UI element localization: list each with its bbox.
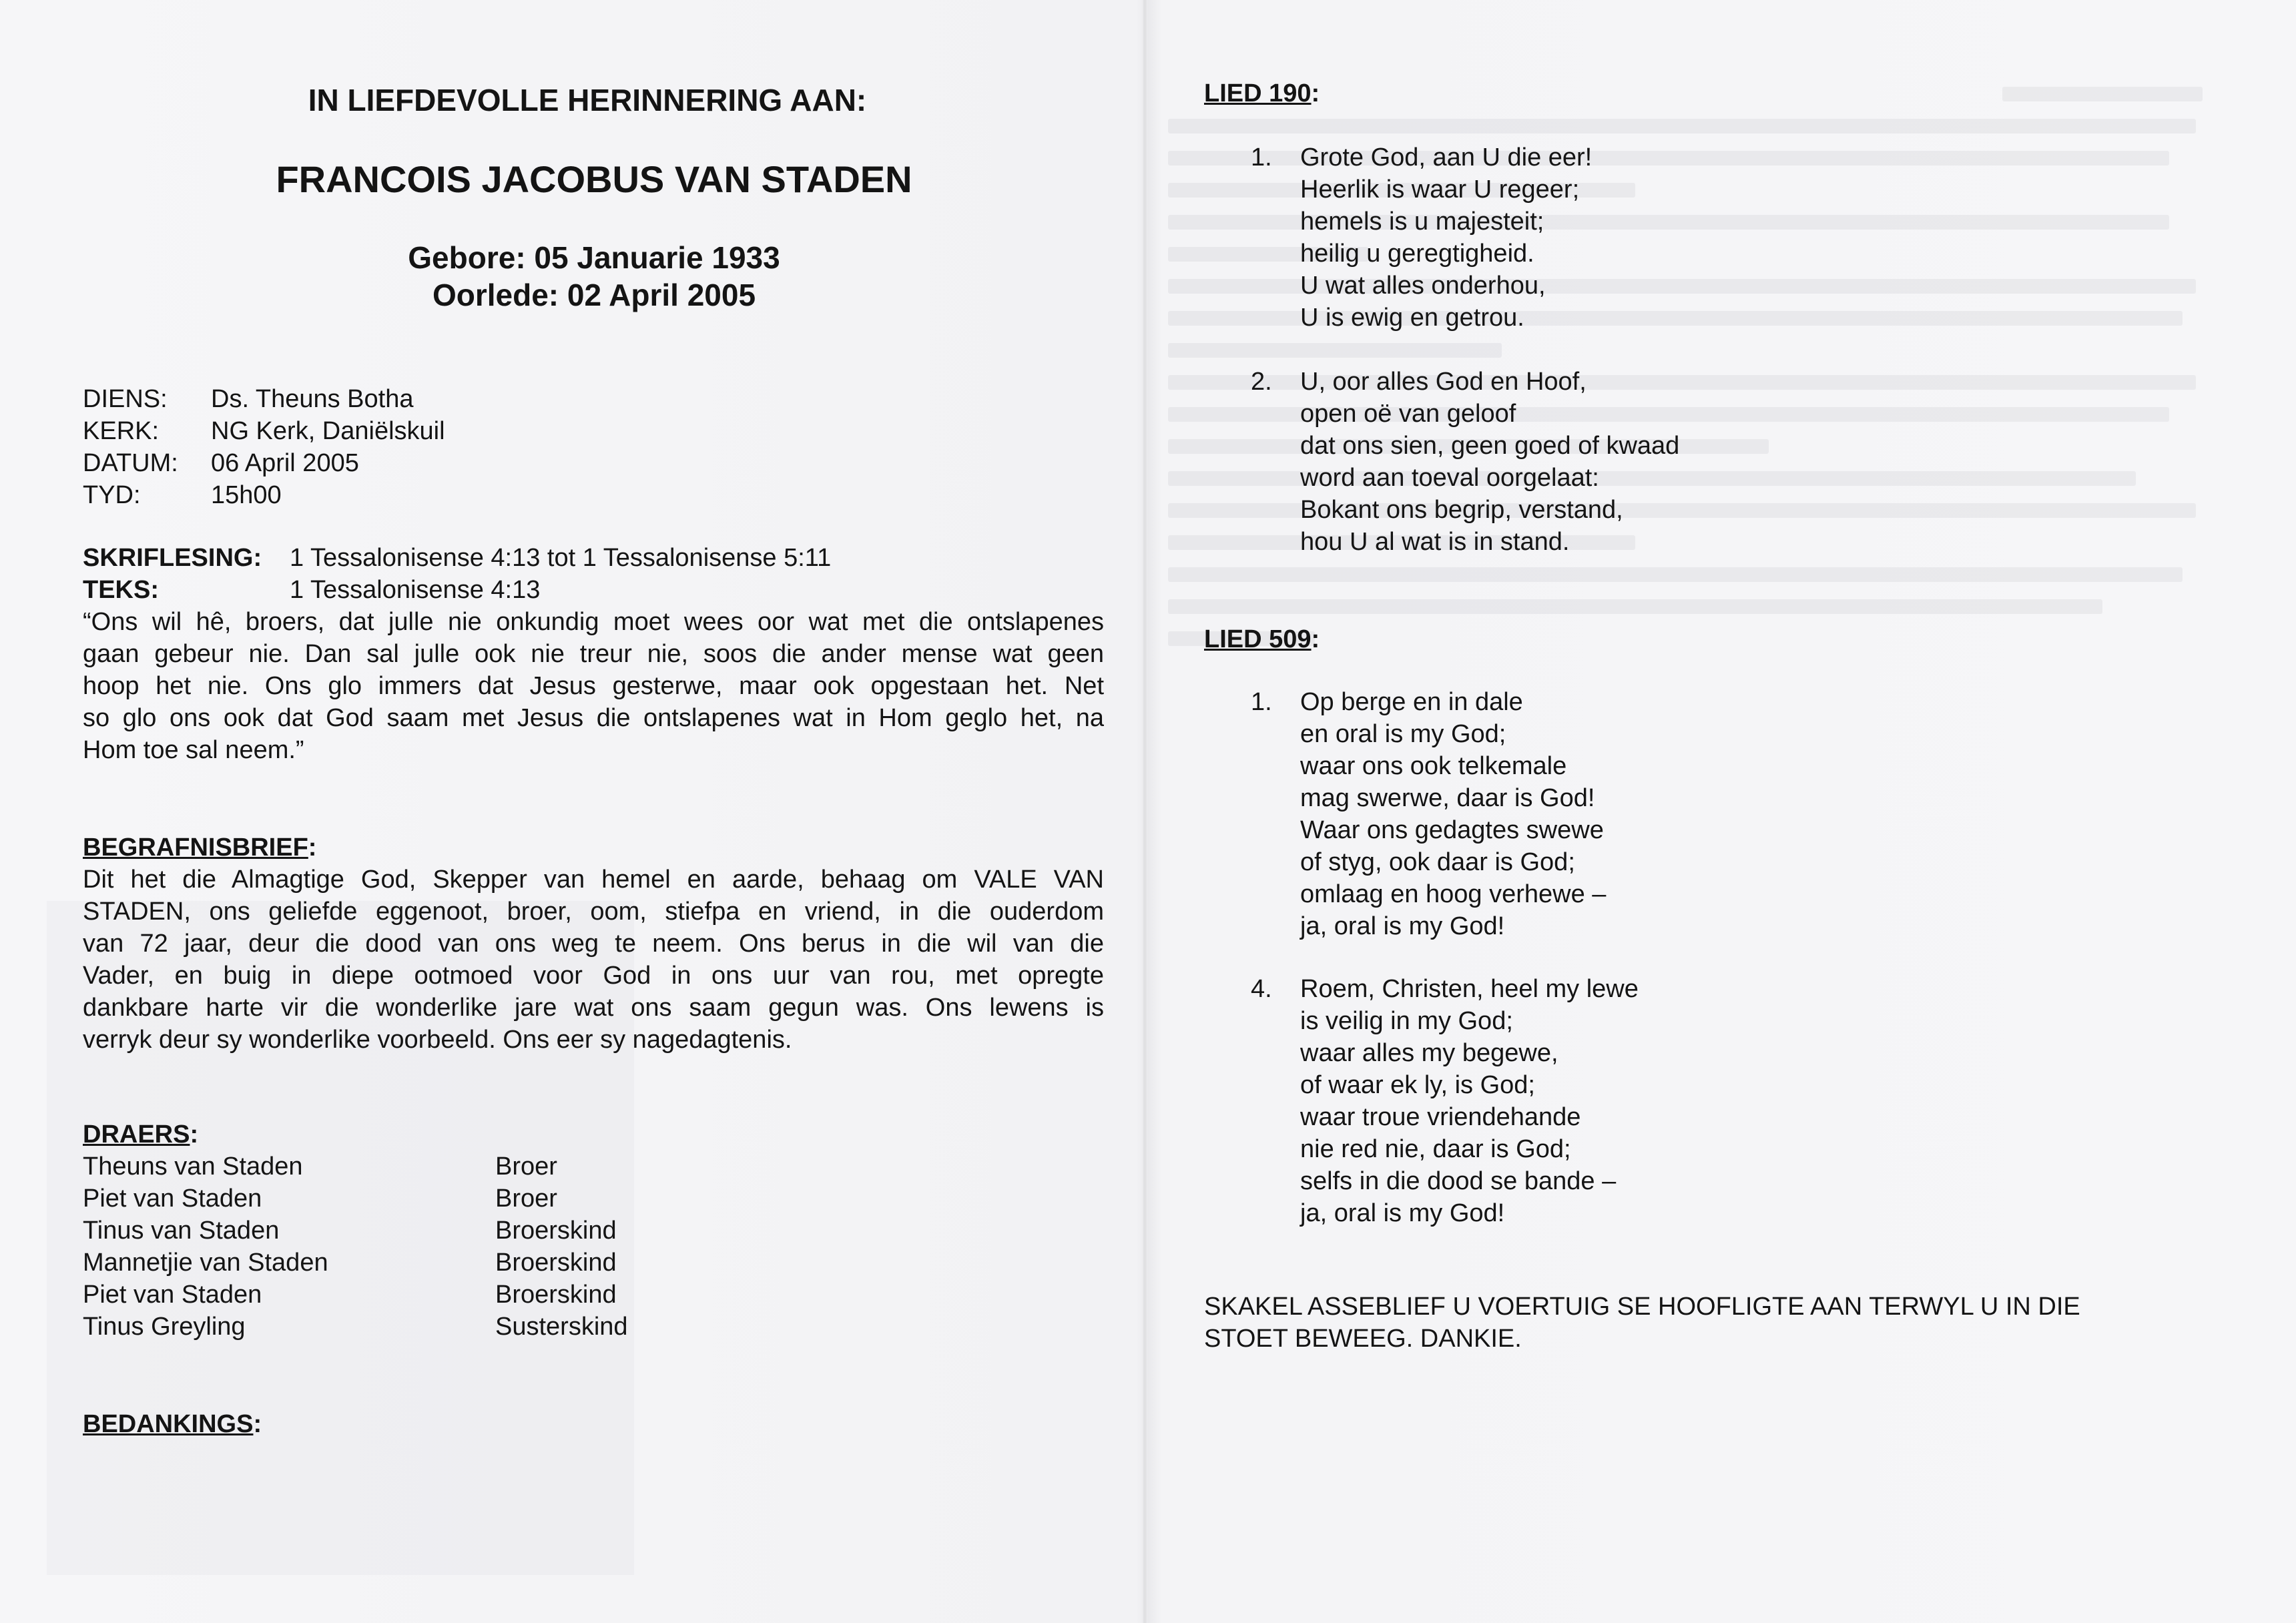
verse-line: waar alles my begewe, xyxy=(1300,1039,1558,1067)
pallbearer-relation: Broer xyxy=(495,1185,557,1213)
verse-line: nie red nie, daar is God; xyxy=(1300,1135,1571,1163)
verse-line: U wat alles onderhou, xyxy=(1300,272,1546,300)
skriflesing-label: SKRIFLESING: xyxy=(83,544,262,572)
funeral-letter-line: verryk deur sy wonderlike voorbeeld. Ons eer sy nagedagtenis. xyxy=(83,1026,792,1054)
draers-heading xyxy=(83,1118,198,1151)
skriflesing-row xyxy=(83,542,831,574)
verse-line: open oë van geloof xyxy=(1300,400,1516,428)
draers-label: DRAERS xyxy=(83,1120,190,1149)
funeral-letter-line: dankbare harte vir die wonderlike jare wat ons saam gegun was. Ons lewens is xyxy=(83,994,1104,1022)
verse-line: en oral is my God; xyxy=(1300,720,1506,748)
pallbearer-row xyxy=(83,1215,628,1247)
verse-line: ja, oral is my God! xyxy=(1300,912,1505,940)
begrafnisbrief-label: BEGRAFNISBRIEF xyxy=(83,834,308,862)
death-date: Oorlede: 02 April 2005 xyxy=(432,278,756,312)
pallbearer-name: Theuns van Staden xyxy=(83,1153,303,1181)
notice-line: STOET BEWEEG. DANKIE. xyxy=(1204,1325,1522,1353)
scripture-quote xyxy=(83,606,1104,766)
verse-line: of waar ek ly, is God; xyxy=(1300,1071,1535,1099)
service-info-label: DIENS: xyxy=(83,385,168,413)
hymn-title-colon: : xyxy=(1311,625,1320,653)
service-info-value: NG Kerk, Daniëlskuil xyxy=(211,417,445,445)
birth-date: Gebore: 05 Januarie 1933 xyxy=(408,240,780,275)
verse-line: Op berge en in dale xyxy=(1300,688,1523,716)
pallbearer-row xyxy=(83,1311,628,1343)
pallbearer-name: Piet van Staden xyxy=(83,1185,262,1213)
hymn-title-label: LIED 509 xyxy=(1204,625,1312,653)
pallbearer-relation: Broerskind xyxy=(495,1217,617,1245)
verse-line: Heerlik is waar U regeer; xyxy=(1300,176,1580,204)
funeral-letter xyxy=(83,864,1104,1056)
pallbearer-row xyxy=(83,1183,628,1215)
verse-line: Grote God, aan U die eer! xyxy=(1300,143,1593,172)
pallbearer-name: Tinus van Staden xyxy=(83,1217,280,1245)
verse-line: omlaag en hoog verhewe – xyxy=(1300,880,1607,908)
pallbearer-name: Piet van Staden xyxy=(83,1281,262,1309)
life-dates xyxy=(347,239,841,314)
verse-line: waar troue vriendehande xyxy=(1300,1103,1581,1131)
bedankings-heading xyxy=(83,1408,262,1440)
teks-value: 1 Tessalonisense 4:13 xyxy=(290,576,541,604)
pallbearer-relation: Broerskind xyxy=(495,1281,617,1309)
quote-line: gaan gebeur nie. Dan sal julle ook nie treur nie, soos die ander mense wat geen xyxy=(83,640,1104,668)
teks-label: TEKS: xyxy=(83,576,159,604)
verse-line: Roem, Christen, heel my lewe xyxy=(1300,975,1639,1003)
bedankings-label: BEDANKINGS xyxy=(83,1410,254,1438)
service-info-row xyxy=(83,447,445,479)
service-info-row xyxy=(83,383,445,415)
service-info-value: 15h00 xyxy=(211,481,282,509)
verse-line: U is ewig en getrou. xyxy=(1300,304,1524,332)
hymn-title-colon: : xyxy=(1311,79,1320,107)
service-info-label: DATUM: xyxy=(83,449,178,477)
funeral-letter-line: Dit het die Almagtige God, Skepper van hemel en aarde, behaag om VALE VAN xyxy=(83,866,1104,894)
verse-line: mag swerwe, daar is God! xyxy=(1300,784,1595,812)
skriflesing-value: 1 Tessalonisense 4:13 tot 1 Tessalonisense 5:11 xyxy=(290,544,832,572)
begrafnisbrief-colon: : xyxy=(308,834,317,862)
service-info-label: KERK: xyxy=(83,417,160,445)
pallbearer-name: Mannetjie van Staden xyxy=(83,1249,328,1277)
draers-colon: : xyxy=(190,1120,199,1149)
bedankings-colon: : xyxy=(253,1410,262,1438)
service-info-value: Ds. Theuns Botha xyxy=(211,385,414,413)
verse-line: hemels is u majesteit; xyxy=(1300,208,1544,236)
begrafnisbrief-heading xyxy=(83,832,316,864)
pallbearers-list xyxy=(83,1151,628,1343)
verse-line: of styg, ook daar is God; xyxy=(1300,848,1575,876)
quote-line: so glo ons ook dat God saam met Jesus die ontslapenes wat in Hom geglo het, na xyxy=(83,704,1104,732)
pallbearer-relation: Broerskind xyxy=(495,1249,617,1277)
fold-crease xyxy=(1143,0,1147,1623)
scripture-reading xyxy=(83,542,831,606)
service-info-label: TYD: xyxy=(83,481,141,509)
verse-line: U, oor alles God en Hoof, xyxy=(1300,368,1587,396)
quote-line: Hom toe sal neem.” xyxy=(83,736,304,764)
service-info xyxy=(83,383,445,511)
pallbearer-row xyxy=(83,1151,628,1183)
pallbearer-relation: Broer xyxy=(495,1153,557,1181)
service-info-value: 06 April 2005 xyxy=(211,449,359,477)
teks-row xyxy=(83,574,831,606)
funeral-letter-line: Vader, en buig in diepe ootmoed voor God in ons uur van rou, met opregte xyxy=(83,962,1104,990)
verse-number: 1. xyxy=(1251,688,1272,716)
verse-line: selfs in die dood se bande – xyxy=(1300,1167,1617,1195)
pallbearer-name: Tinus Greyling xyxy=(83,1313,246,1341)
verse-line: Bokant ons begrip, verstand, xyxy=(1300,496,1623,524)
verse-line: dat ons sien, geen goed of kwaad xyxy=(1300,432,1680,460)
service-info-row xyxy=(83,479,445,511)
quote-line: “Ons wil hê, broers, dat julle nie onkundig moet wees oor wat met die ontslapenes xyxy=(83,608,1104,636)
verse-number: 1. xyxy=(1251,143,1272,172)
hymn-title-190 xyxy=(1204,77,1320,109)
verse-line: heilig u geregtigheid. xyxy=(1300,240,1534,268)
hymn-title-509 xyxy=(1204,623,1320,655)
funeral-letter-line: STADEN, ons geliefde eggenoot, broer, oom, stiefpa en vriend, in die ouderdom xyxy=(83,898,1104,926)
notice-line: SKAKEL ASSEBLIEF U VOERTUIG SE HOOFLIGTE AAN TERWYL U IN DIE xyxy=(1204,1293,2080,1321)
headlights-notice xyxy=(1204,1291,2205,1355)
verse-line: is veilig in my God; xyxy=(1300,1007,1513,1035)
verse-line: waar ons ook telkemale xyxy=(1300,752,1567,780)
verse-line: ja, oral is my God! xyxy=(1300,1199,1505,1227)
verse-number: 4. xyxy=(1251,975,1272,1003)
verse-line: Waar ons gedagtes swewe xyxy=(1300,816,1604,844)
funeral-letter-line: van 72 jaar, deur die dood van ons weg te neem. Ons berus in die wil van die xyxy=(83,930,1104,958)
hymn-title-label: LIED 190 xyxy=(1204,79,1312,107)
pallbearer-relation: Susterskind xyxy=(495,1313,628,1341)
service-info-row xyxy=(83,415,445,447)
pallbearer-row xyxy=(83,1279,628,1311)
verse-number: 2. xyxy=(1251,368,1272,396)
quote-line: hoop het nie. Ons glo immers dat Jesus gesterwe, maar ook opgestaan het. Net xyxy=(83,672,1104,700)
verse-line: hou U al wat is in stand. xyxy=(1300,528,1570,556)
pallbearer-row xyxy=(83,1247,628,1279)
deceased-name: FRANCOIS JACOBUS VAN STADEN xyxy=(276,158,912,200)
verse-line: word aan toeval oorgelaat: xyxy=(1300,464,1599,492)
memorial-heading: IN LIEFDEVOLLE HERINNERING AAN: xyxy=(308,83,867,117)
